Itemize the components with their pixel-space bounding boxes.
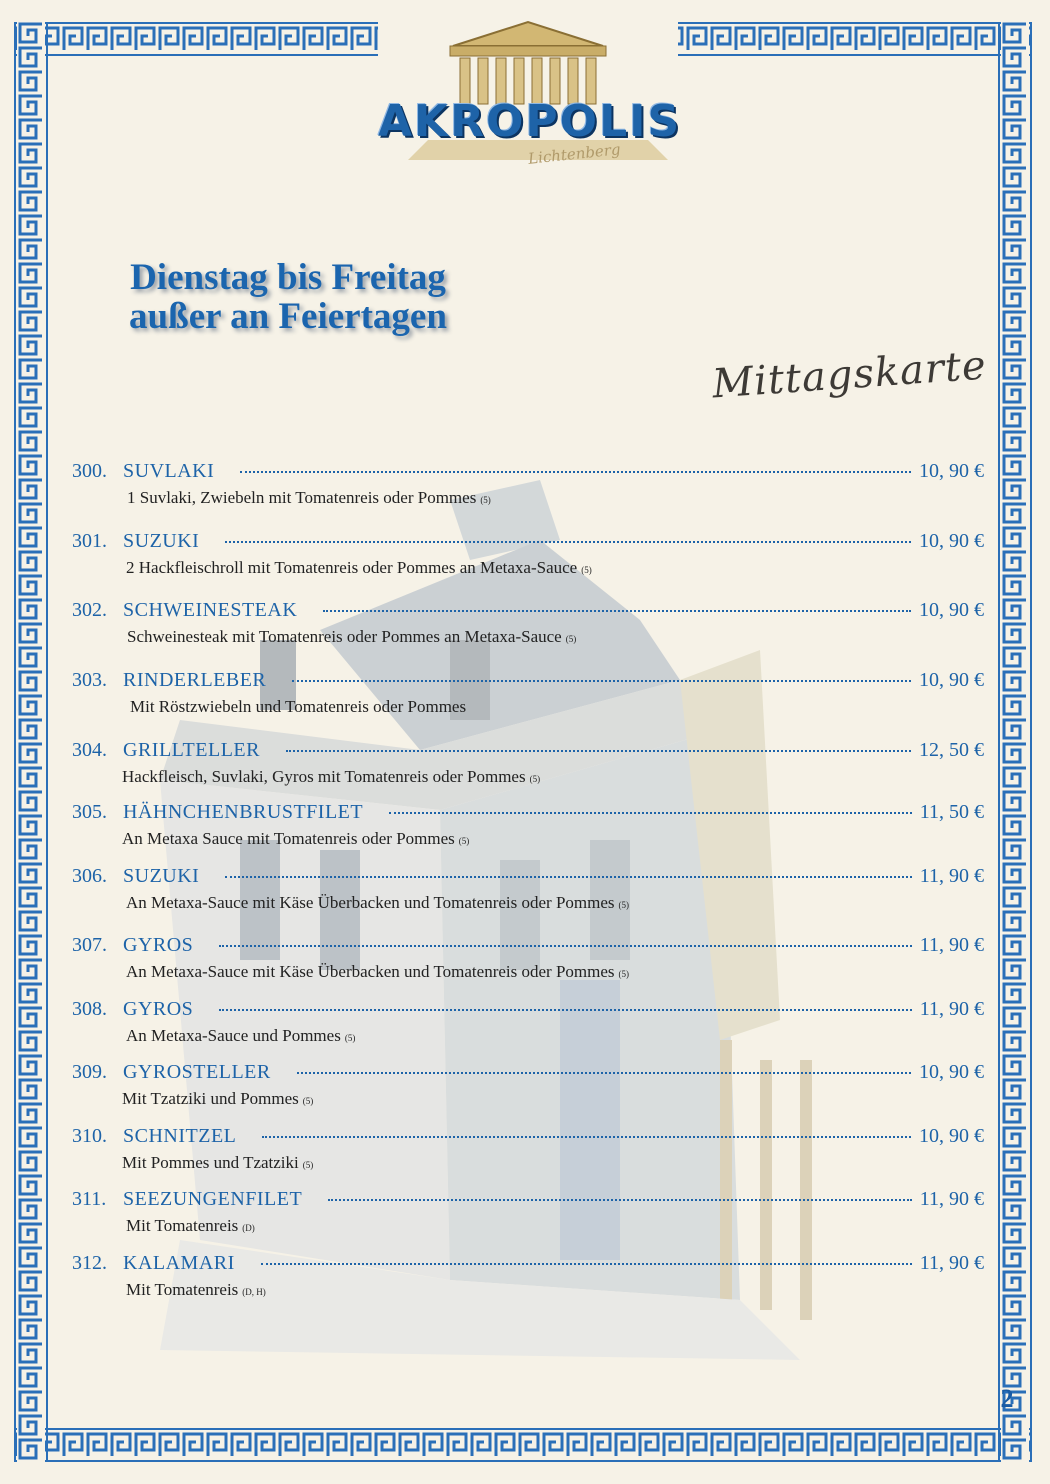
item-allergen: (5)	[480, 495, 491, 505]
item-number: 311.	[72, 1188, 107, 1210]
menu-item	[72, 1125, 984, 1183]
menu-item	[72, 998, 984, 1056]
item-name: RINDERLEBER	[123, 669, 267, 691]
item-allergen: (5)	[302, 1096, 314, 1106]
dotted-leader	[297, 1072, 911, 1074]
menu-item	[72, 801, 984, 859]
item-name: SUZUKI	[123, 530, 200, 552]
item-name: SUVLAKI	[123, 460, 215, 482]
item-price: 12, 50 €	[919, 739, 984, 761]
item-description: 2 Hackfleischroll mit Tomatenreis oder Pommes an Metaxa-Sauce	[126, 558, 578, 577]
menu-item	[72, 669, 984, 727]
menu-item	[72, 599, 984, 657]
menu-item	[72, 1252, 984, 1310]
logo-wordmark: AKROPOLIS	[378, 96, 682, 147]
dotted-leader	[389, 812, 912, 814]
item-description: An Metaxa-Sauce und Pommes	[126, 1026, 341, 1045]
greek-key-border-bottom	[14, 1428, 1032, 1462]
dotted-leader	[262, 1136, 911, 1138]
menu-item	[72, 530, 984, 588]
item-name: GYROS	[123, 998, 194, 1020]
item-name: HÄHNCHENBRUSTFILET	[123, 801, 364, 823]
dotted-leader	[225, 541, 911, 543]
item-allergen: (D, H)	[242, 1287, 266, 1297]
dotted-leader	[240, 471, 911, 473]
item-price: 11, 90 €	[919, 1252, 984, 1274]
item-price: 10, 90 €	[919, 599, 984, 621]
availability-heading	[108, 258, 468, 336]
item-number: 301.	[72, 530, 107, 552]
dotted-leader	[225, 876, 911, 878]
item-description: 1 Suvlaki, Zwiebeln mit Tomatenreis oder Pommes	[127, 488, 477, 507]
menu-item	[72, 460, 984, 518]
item-number: 303.	[72, 669, 107, 691]
menu-item	[72, 865, 984, 923]
item-allergen: (5)	[581, 565, 592, 575]
item-description: An Metaxa-Sauce mit Käse Überbacken und Tomatenreis oder Pommes	[126, 962, 615, 981]
dotted-leader	[323, 610, 911, 612]
item-description: Mit Tomatenreis	[126, 1216, 239, 1235]
item-price: 10, 90 €	[919, 1061, 984, 1083]
item-name: SCHWEINESTEAK	[123, 599, 298, 621]
item-allergen: (5)	[618, 900, 630, 910]
item-price: 10, 90 €	[919, 460, 984, 482]
item-allergen: (5)	[529, 774, 541, 784]
item-description: Schweinesteak mit Tomatenreis oder Pommes an Metaxa-Sauce	[127, 627, 562, 646]
menu-item	[72, 1188, 984, 1246]
item-allergen: (5)	[458, 836, 470, 846]
item-number: 312.	[72, 1252, 107, 1274]
page-number: 2	[1000, 1384, 1014, 1413]
dotted-leader	[328, 1199, 912, 1201]
menu-item	[72, 739, 984, 797]
item-number: 302.	[72, 599, 107, 621]
item-name: GYROSTELLER	[123, 1061, 271, 1083]
item-description: Mit Tzatziki und Pommes	[122, 1089, 299, 1108]
item-number: 306.	[72, 865, 107, 887]
item-description: An Metaxa Sauce mit Tomatenreis oder Pommes	[122, 829, 455, 848]
item-name: SUZUKI	[123, 865, 200, 887]
item-price: 11, 50 €	[919, 801, 984, 823]
menu-title: Mittagskarte	[710, 342, 989, 408]
item-number: 304.	[72, 739, 107, 761]
item-name: GRILLTELLER	[123, 739, 260, 761]
item-name: GYROS	[123, 934, 194, 956]
item-name: SEEZUNGENFILET	[123, 1188, 303, 1210]
greek-key-border-right	[998, 22, 1032, 1462]
heading-line-1: Dienstag bis Freitag	[130, 257, 446, 298]
item-number: 309.	[72, 1061, 107, 1083]
item-allergen: (5)	[302, 1160, 314, 1170]
greek-key-border-left	[14, 22, 48, 1462]
item-number: 307.	[72, 934, 107, 956]
item-price: 11, 90 €	[919, 865, 984, 887]
logo-subtitle: Lichtenberg	[527, 140, 622, 168]
item-name: SCHNITZEL	[123, 1125, 237, 1147]
item-price: 10, 90 €	[919, 1125, 984, 1147]
item-price: 10, 90 €	[919, 669, 984, 691]
item-price: 11, 90 €	[919, 998, 984, 1020]
item-number: 300.	[72, 460, 107, 482]
item-description: Mit Röstzwiebeln und Tomatenreis oder Pommes	[130, 697, 467, 716]
item-name: KALAMARI	[123, 1252, 235, 1274]
menu-item	[72, 934, 984, 992]
akropolis-logo	[378, 10, 682, 175]
item-number: 310.	[72, 1125, 107, 1147]
dotted-leader	[219, 945, 911, 947]
item-number: 305.	[72, 801, 107, 823]
item-allergen: (5)	[344, 1033, 356, 1043]
heading-line-2: außer an Feiertagen	[129, 296, 447, 337]
item-description: An Metaxa-Sauce mit Käse Überbacken und Tomatenreis oder Pommes	[126, 893, 615, 912]
item-allergen: (5)	[565, 634, 577, 644]
item-price: 10, 90 €	[919, 530, 984, 552]
dotted-leader	[219, 1009, 911, 1011]
item-description: Mit Tomatenreis	[126, 1280, 239, 1299]
item-allergen: (5)	[618, 969, 630, 979]
item-price: 11, 90 €	[919, 1188, 984, 1210]
menu-item	[72, 1061, 984, 1119]
item-number: 308.	[72, 998, 107, 1020]
dotted-leader	[261, 1263, 912, 1265]
item-description: Mit Pommes und Tzatziki	[122, 1153, 299, 1172]
item-allergen: (D)	[242, 1223, 255, 1233]
dotted-leader	[292, 680, 911, 682]
item-description: Hackfleisch, Suvlaki, Gyros mit Tomatenreis oder Pommes	[122, 767, 526, 786]
item-price: 11, 90 €	[919, 934, 984, 956]
dotted-leader	[286, 750, 911, 752]
